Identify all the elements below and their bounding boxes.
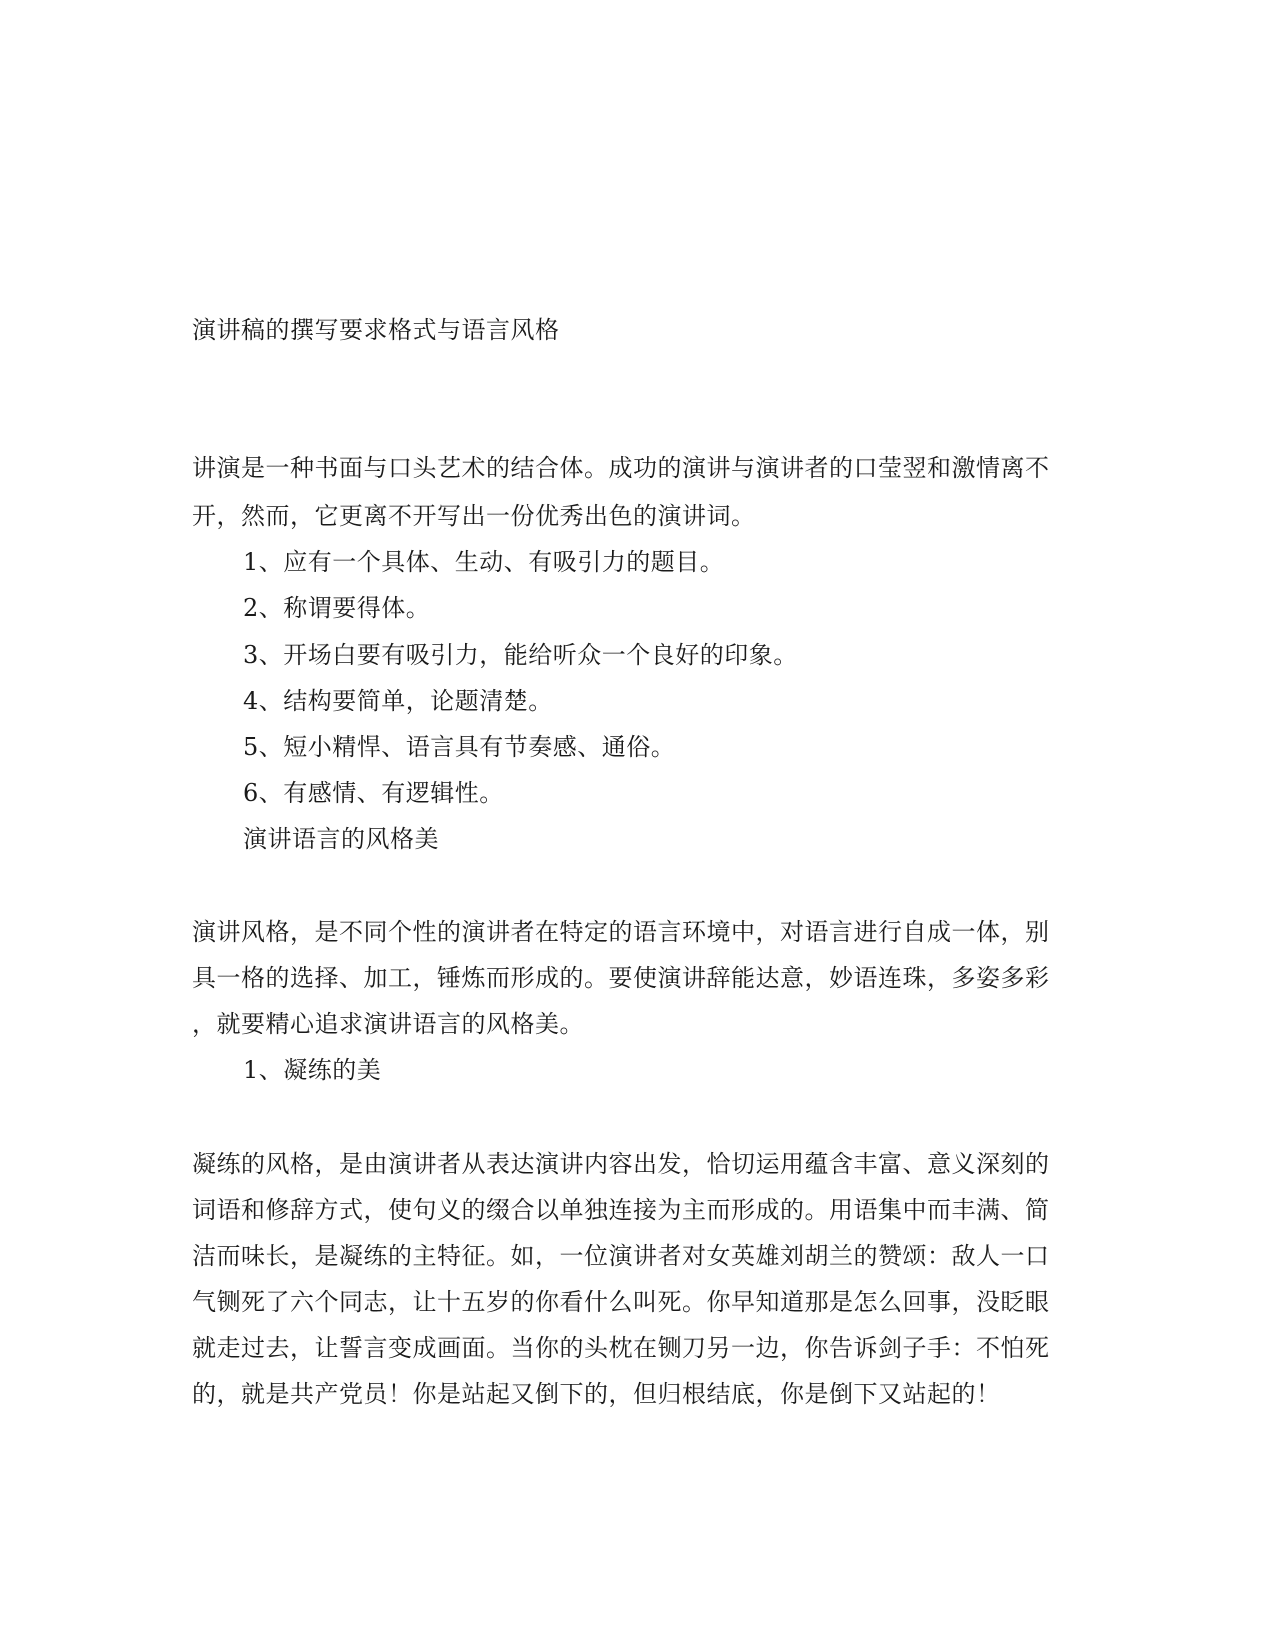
requirement-item-2: 2、称谓要得体。 xyxy=(243,594,431,622)
requirement-item-5: 5、短小精悍、语言具有节奏感、通俗。 xyxy=(243,733,676,761)
intro-line-2: 开，然而，它更离不开写出一份优秀出色的演讲词。 xyxy=(192,502,756,530)
style-line-2: 具一格的选择、加工，锤炼而形成的。要使演讲辞能达意，妙语连珠，多姿多彩 xyxy=(192,964,1050,992)
style-line-3: ，就要精心追求演讲语言的风格美。 xyxy=(192,1010,584,1038)
concise-line-1: 凝练的风格，是由演讲者从表达演讲内容出发，恰切运用蕴含丰富、意义深刻的 xyxy=(192,1150,1050,1178)
concise-line-5: 就走过去，让誓言变成画面。当你的头枕在铡刀另一边，你告诉剑子手：不怕死 xyxy=(192,1334,1050,1362)
concise-line-3: 洁而味长，是凝练的主特征。如，一位演讲者对女英雄刘胡兰的赞颂：敌人一口 xyxy=(192,1242,1050,1270)
intro-line-1: 讲演是一种书面与口头艺术的结合体。成功的演讲与演讲者的口莹翌和激情离不 xyxy=(192,454,1050,482)
requirement-item-1: 1、应有一个具体、生动、有吸引力的题目。 xyxy=(243,548,725,576)
concise-line-6: 的，就是共产党员！你是站起又倒下的，但归根结底，你是倒下又站起的！ xyxy=(192,1380,1001,1408)
requirement-item-6: 6、有感情、有逻辑性。 xyxy=(243,779,504,807)
style-line-1: 演讲风格，是不同个性的演讲者在特定的语言环境中，对语言进行自成一体，别 xyxy=(192,918,1050,946)
style-section-heading: 演讲语言的风格美 xyxy=(243,825,439,853)
requirement-item-4: 4、结构要简单，论题清楚。 xyxy=(243,687,553,715)
concise-section-heading: 1、凝练的美 xyxy=(243,1056,382,1084)
concise-line-4: 气铡死了六个同志，让十五岁的你看什么叫死。你早知道那是怎么回事，没眨眼 xyxy=(192,1288,1050,1316)
document-title: 演讲稿的撰写要求格式与语言风格 xyxy=(192,316,560,344)
requirement-item-3: 3、开场白要有吸引力，能给听众一个良好的印象。 xyxy=(243,641,798,669)
concise-line-2: 词语和修辞方式，使句义的缀合以单独连接为主而形成的。用语集中而丰满、简 xyxy=(192,1196,1050,1224)
